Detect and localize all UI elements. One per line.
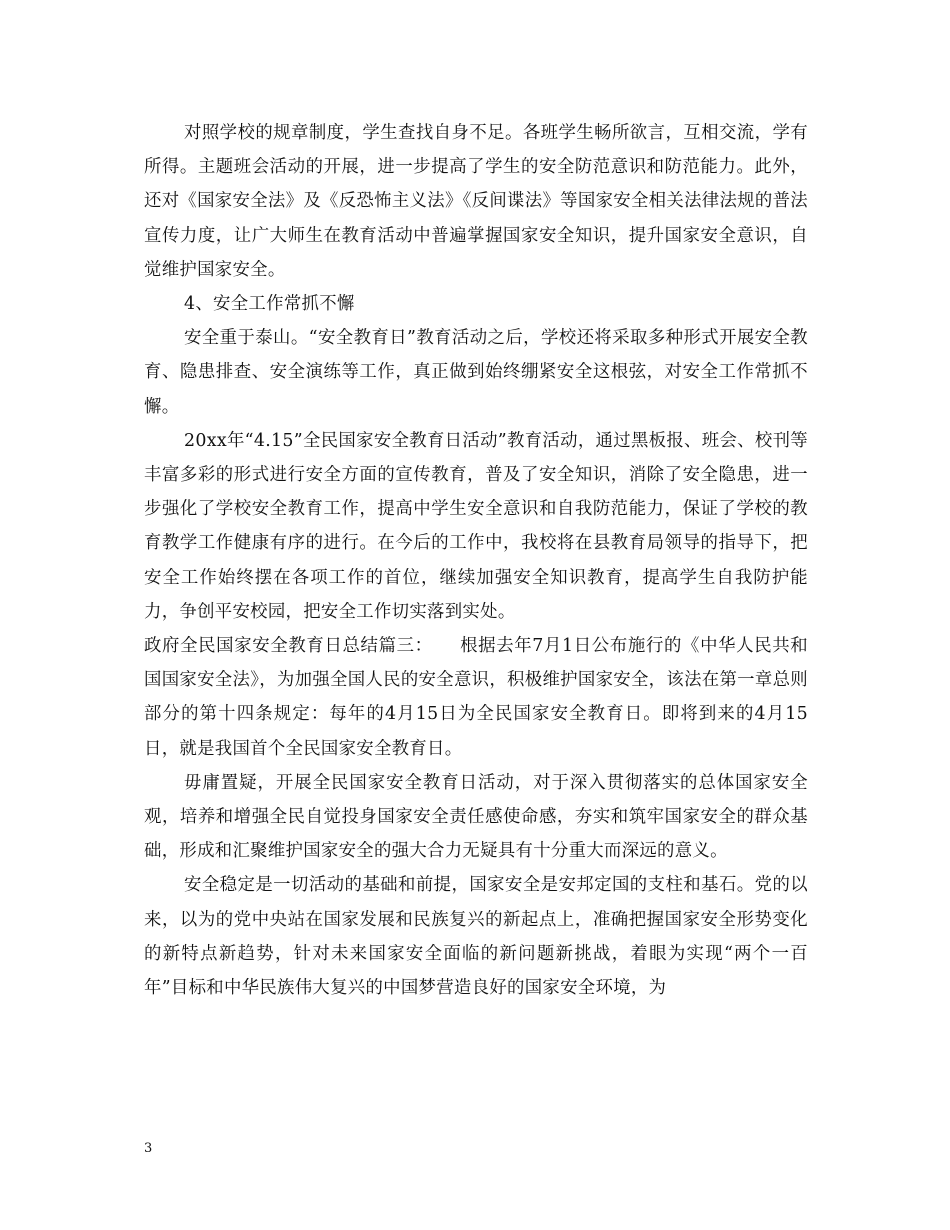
paragraph-stability-foundation: 安全稳定是一切活动的基础和前提，国家安全是安邦定国的支柱和基石。党的以来，以为的党中央站在国家发展和民族复兴的新起点上，准确把握国家安全形势变化的新特点新趋势，针对未来国家安全面临的新问题新挑战，着眼为实现“两个一百年”目标和中华民族伟大复兴的中国梦营造良好的国家安全环境，为 (144, 875, 808, 999)
paragraph-part-three-intro: 政府全民国家安全教育日总结篇三： 根据去年7月1日公布施行的《中华人民共和国国家安全法》，为加强全国人民的安全意识，积极维护国家安全，该法在第一章总则部分的第十四条规定：每年的4月15日为全民国家安全教育日。即将到来的4月15日，就是我国首个全民国家安全教育日。 (144, 636, 808, 759)
paragraph-significance: 毋庸置疑，开展全民国家安全教育日活动，对于深入贯彻落实的总体国家安全观，培养和增强全民自觉投身国家安全责任感使命感，夯实和筑牢国家安全的群众基础，形成和汇聚维护国家安全的强大合力无疑具有十分重大而深远的意义。 (144, 772, 808, 862)
document-body (144, 116, 808, 1005)
paragraph-safety-first: 安全重于泰山。“安全教育日”教育活动之后，学校还将采取多种形式开展安全教育、隐患排查、安全演练等工作，真正做到始终绷紧安全这根弦，对安全工作常抓不懈。 (144, 328, 808, 417)
paragraph-rules-review: 对照学校的规章制度，学生查找自身不足。各班学生畅所欲言，互相交流，学有所得。主题班会活动的开展，进一步提高了学生的安全防范意识和防范能力。此外，还对《国家安全法》及《反恐怖主义法》《反间谍法》等国家安全相关法律法规的普法宣传力度，让广大师生在教育活动中普遍掌握国家安全知识，提升国家安全意识，自觉维护国家安全。 (144, 123, 808, 280)
page-number: 3 (144, 1141, 153, 1156)
paragraph-activity-summary: 20xx年“4.15”全民国家安全教育日活动”教育活动，通过黑板报、班会、校刊等丰富多彩的形式进行安全方面的宣传教育，普及了安全知识，消除了安全隐患，进一步强化了学校安全教育工作，提高中学生安全意识和自我防范能力，保证了学校的教育教学工作健康有序的进行。在今后的工作中，我校将在县教育局领导的指导下，把安全工作始终摆在各项工作的首位，继续加强安全知识教育，提高学生自我防护能力，争创平安校园，把安全工作切实落到实处。 (144, 430, 808, 622)
section-heading-safety-work: 4、安全工作常抓不懈 (184, 294, 355, 315)
